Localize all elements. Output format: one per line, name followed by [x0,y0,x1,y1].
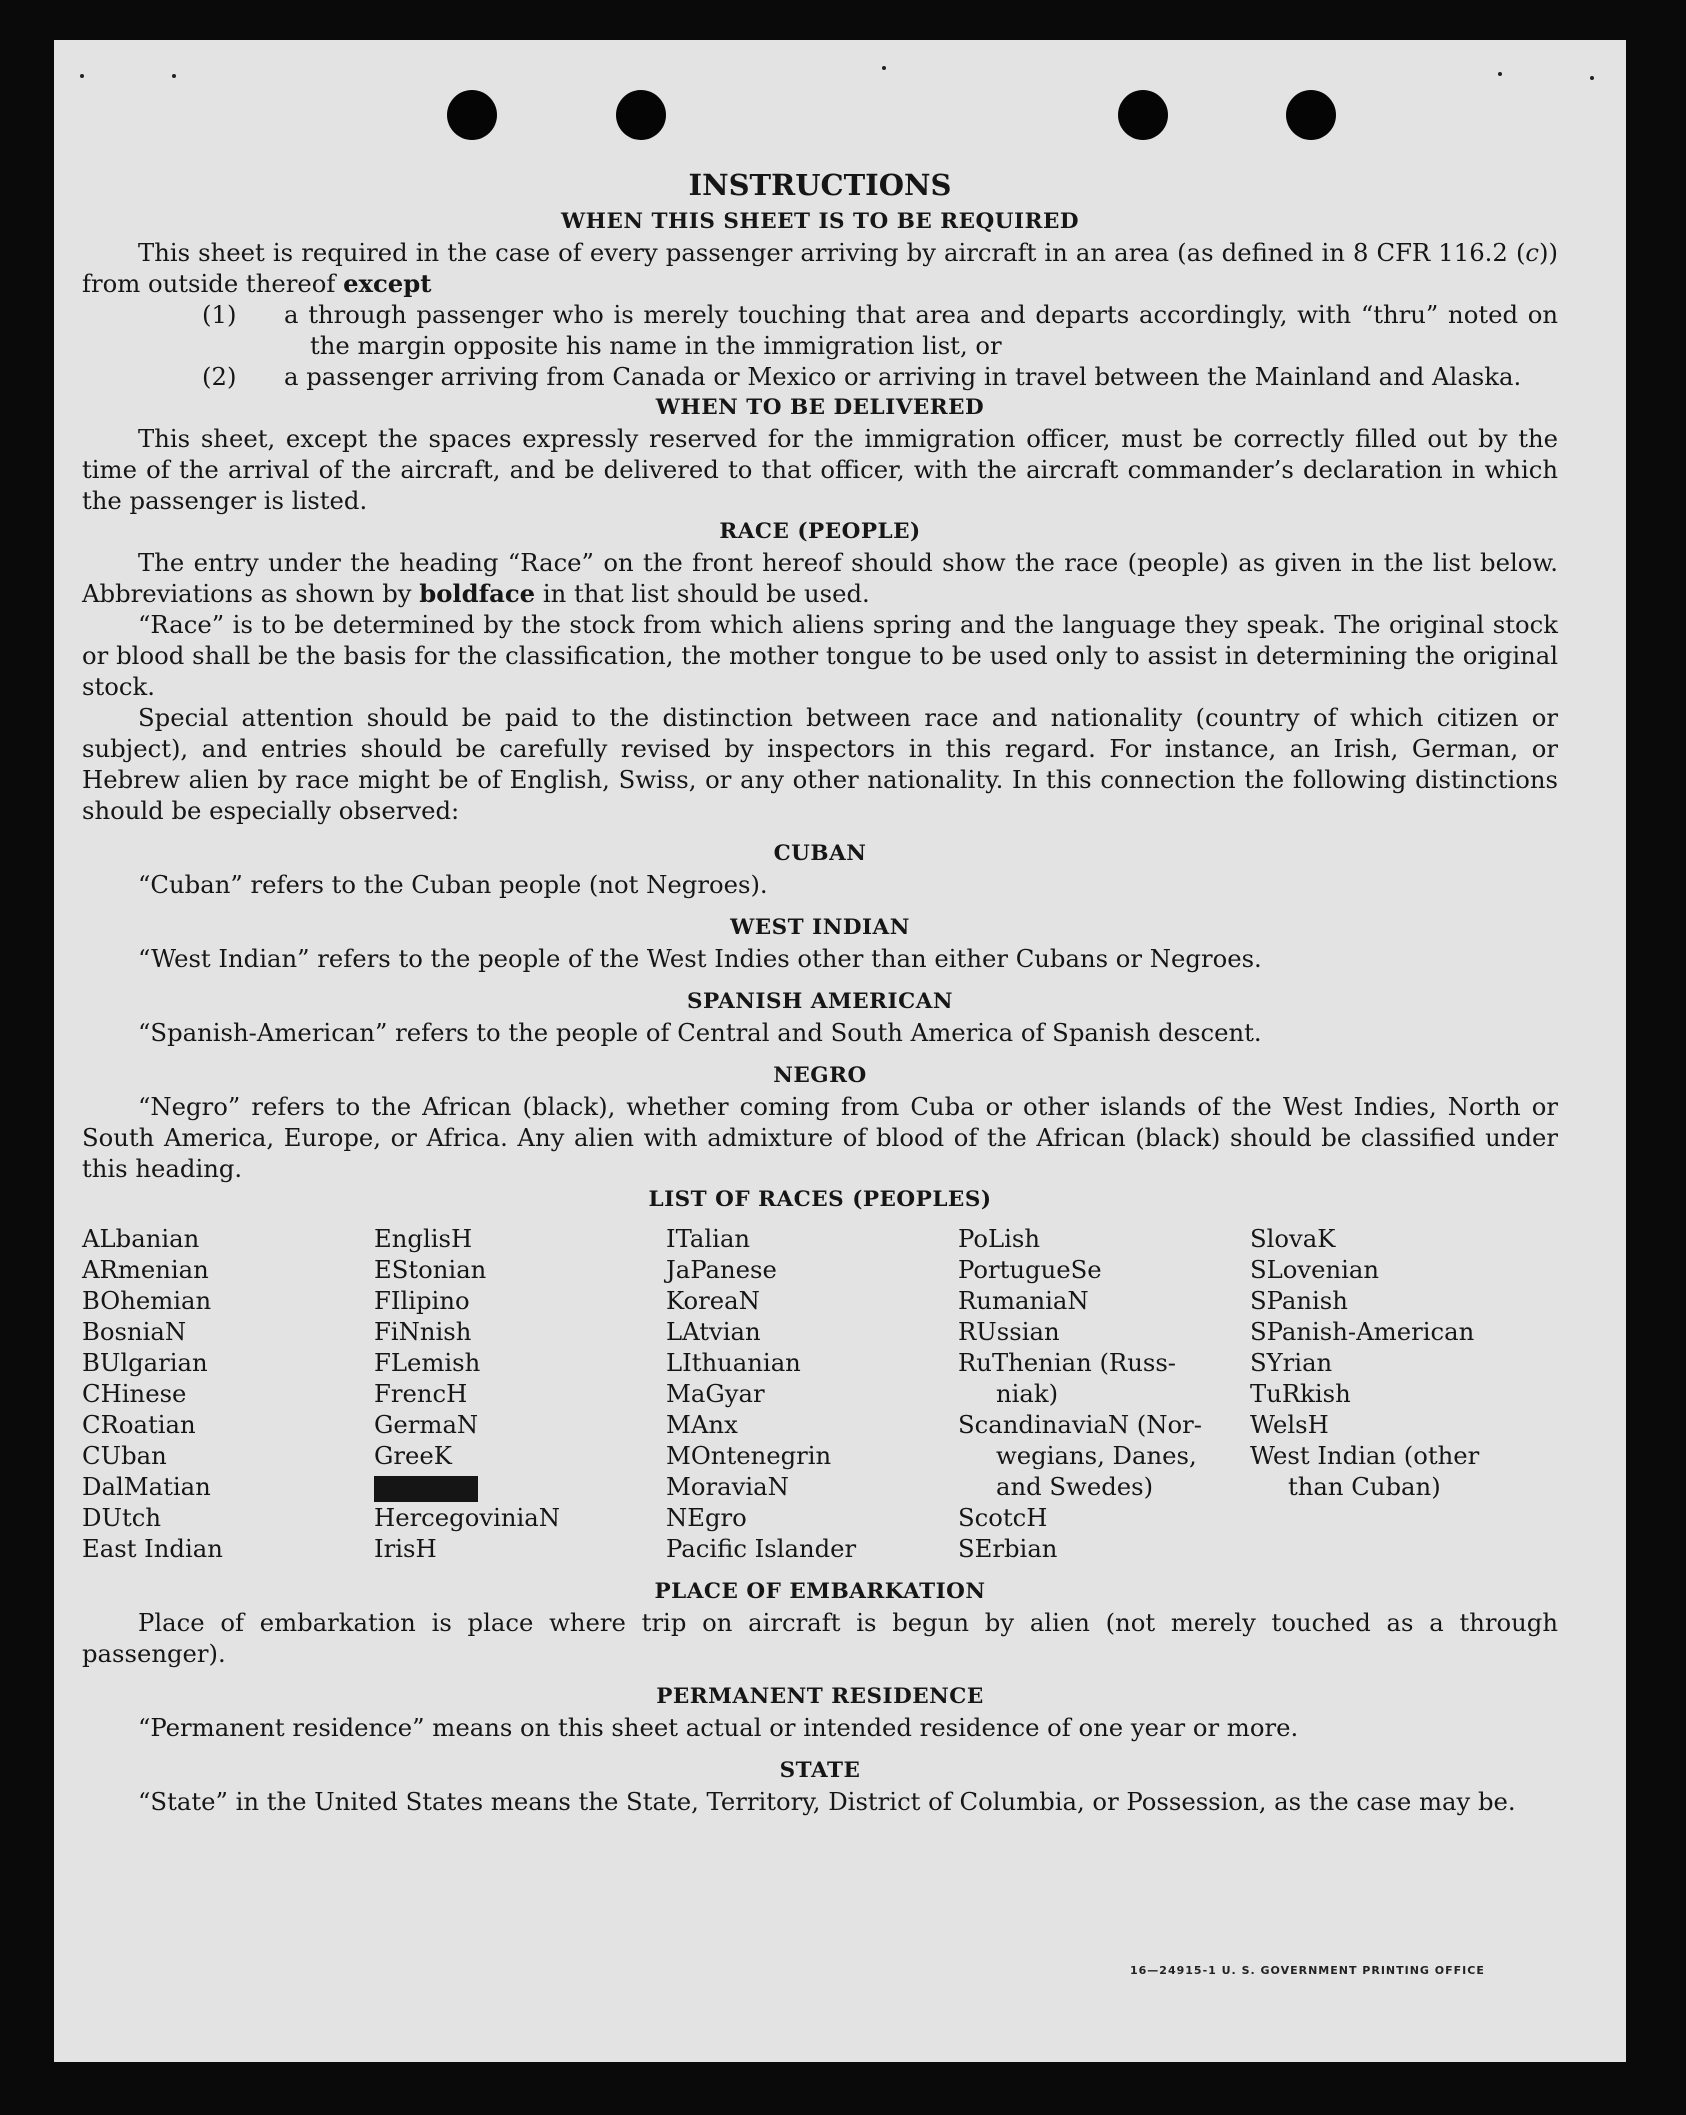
punch-hole [1286,90,1336,140]
exception-item [82,299,1558,361]
speck [80,74,84,78]
race-entry: ALbanian [82,1224,200,1253]
race-entry: SYrian [1250,1348,1333,1377]
section-heading-spanish-american: SPANISH AMERICAN [686,989,954,1014]
race-entry: ScotcH [958,1503,1048,1532]
exception-item [82,361,1558,392]
race-entry: FIlipino [374,1286,470,1315]
cuban-text: “Cuban” refers to the Cuban people (not Negroes). [138,870,768,899]
race-paragraph [82,547,1558,609]
race-entry: LIthuanian [666,1348,801,1377]
race-entry: RUssian [958,1317,1060,1346]
section-heading-state: STATE [779,1758,861,1783]
race-boldface: boldface [419,579,536,608]
punch-hole [1118,90,1168,140]
section-heading-cuban: CUBAN [773,841,867,866]
race-entry: MoraviaN [666,1472,789,1501]
section-heading-negro: NEGRO [773,1063,867,1088]
redaction-mark [374,1476,478,1502]
race-entry: DUtch [82,1503,161,1532]
race-entry: SLovenian [1250,1255,1380,1284]
race-text: in that list should be used. [535,579,870,608]
spanish-american-text: “Spanish-American” refers to the people of Central and South America of Spanish descent. [138,1018,1262,1047]
race-entry: JaPanese [666,1255,777,1284]
race-entry: and Swedes) [996,1472,1154,1501]
race-entry: TuRkish [1250,1379,1351,1408]
section-heading-races-list: LIST OF RACES (PEOPLES) [648,1187,992,1212]
race-entry: HercegoviniaN [374,1503,561,1532]
speck [882,66,886,70]
race-entry: LAtvian [666,1317,761,1346]
instructions-content [82,166,1558,1817]
race-entry: NEgro [666,1503,747,1532]
section-heading-when-delivered: WHEN TO BE DELIVERED [655,395,985,420]
intro-text: This sheet is required in the case of every passenger arriving by aircraft in an area (as defined in 8 CFR 116.2 ( [138,238,1526,267]
negro-text: “Negro” refers to the African (black), whether coming from Cuba or other islands of the West Indies, North or South America, Europe, or Africa. Any alien with admixture of blood of the African (black) should be classified under this heading. [82,1092,1558,1183]
page-title: INSTRUCTIONS [688,168,952,202]
race-entry: West Indian (other [1250,1441,1480,1470]
item-number: (2) [202,362,237,391]
race-entry: FLemish [374,1348,481,1377]
punch-hole [616,90,666,140]
race-entry: WelsH [1250,1410,1329,1439]
speck [172,74,176,78]
race-entry: SErbian [958,1534,1058,1563]
race-entry: RuThenian (Russ- [958,1348,1177,1377]
race-entry: SPanish [1250,1286,1348,1315]
race-entry: FiNnish [374,1317,472,1346]
race-entry: MOntenegrin [666,1441,832,1470]
speck [1498,72,1502,76]
race-paragraph: Special attention should be paid to the distinction between race and nationality (country of which citizen or subject), and entries should be carefully revised by inspectors in this regard. For instance, an Irish, German, or Hebrew alien by race might be of English, Swiss, or any other nationality. In this connection the following distinctions should be especially observed: [82,703,1558,825]
race-entry: wegians, Danes, [996,1441,1197,1470]
section-heading-residence: PERMANENT RESIDENCE [656,1684,984,1709]
race-text: The entry under the heading “Race” on the front hereof should show the race (people) as given in the list below. Abbreviations as shown by [82,548,1558,608]
race-entry: Pacific Islander [666,1534,857,1563]
race-entry: than Cuban) [1288,1472,1441,1501]
race-entry: GermaN [374,1410,479,1439]
race-entry: CUban [82,1441,167,1470]
race-entry: ITalian [666,1224,751,1253]
races-list [82,1223,1558,1564]
race-entry: BosniaN [82,1317,187,1346]
item-number: (1) [202,300,237,329]
intro-italic: c [1525,238,1540,267]
race-entry: RumaniaN [958,1286,1089,1315]
race-entry: BUlgarian [82,1348,208,1377]
item-text: a through passenger who is merely touching that area and departs accordingly, with “thru” noted on the margin opposite his name in the immigration list, or [284,300,1558,360]
race-entry: MAnx [666,1410,738,1439]
punch-hole [447,90,497,140]
races-column [666,1223,958,1564]
printing-office-footer: 16—24915-1 U. S. GOVERNMENT PRINTING OFFICE [1130,1964,1485,1977]
race-entry [374,1471,666,1502]
section-heading-embarkation: PLACE OF EMBARKATION [654,1579,986,1604]
west-indian-text: “West Indian” refers to the people of the West Indies other than either Cubans or Negroes. [138,944,1262,973]
races-column [1250,1223,1542,1564]
race-entry: GreeK [374,1441,452,1470]
races-column [82,1223,374,1564]
race-entry: EStonian [374,1255,487,1284]
race-entry: FrencH [374,1379,468,1408]
races-column [374,1223,666,1564]
race-entry: SlovaK [1250,1224,1336,1253]
speck [1590,76,1594,80]
section-heading-west-indian: WEST INDIAN [730,915,910,940]
document-sheet [54,40,1626,2062]
item-text: a passenger arriving from Canada or Mexico or arriving in travel between the Mainland and Alaska. [284,362,1522,391]
race-paragraph: “Race” is to be determined by the stock from which aliens spring and the language they speak. The original stock or blood shall be the basis for the classification, the mother tongue to be used only to assist in determining the original stock. [82,610,1558,701]
intro-text: )) from outside thereof [82,238,1558,298]
race-entry: EnglisH [374,1224,473,1253]
residence-text: “Permanent residence” means on this sheet actual or intended residence of one year or more. [138,1713,1299,1742]
race-entry: ARmenian [82,1255,209,1284]
race-entry: CRoatian [82,1410,196,1439]
race-entry: DalMatian [82,1472,211,1501]
section-heading-race: RACE (PEOPLE) [719,519,921,544]
race-entry: PoLish [958,1224,1041,1253]
race-entry: PortugueSe [958,1255,1102,1284]
when-required-intro [82,237,1558,299]
race-entry: BOhemian [82,1286,212,1315]
race-entry: niak) [996,1379,1059,1408]
race-entry: KoreaN [666,1286,760,1315]
race-entry: East Indian [82,1534,223,1563]
race-entry: SPanish-American [1250,1317,1475,1346]
when-delivered-text: This sheet, except the spaces expressly reserved for the immigration officer, must be correctly filled out by the time of the arrival of the aircraft, and be delivered to that officer, with the aircraft commander’s declaration in which the passenger is listed. [82,424,1558,515]
state-text: “State” in the United States means the State, Territory, District of Columbia, or Possession, as the case may be. [138,1787,1516,1816]
intro-except: except [343,269,432,298]
embarkation-text: Place of embarkation is place where trip on aircraft is begun by alien (not merely touched as a through passenger). [82,1608,1558,1668]
races-column [958,1223,1250,1564]
race-entry: CHinese [82,1379,187,1408]
race-entry: MaGyar [666,1379,765,1408]
section-heading-when-required: WHEN THIS SHEET IS TO BE REQUIRED [561,209,1079,234]
race-entry: ScandinaviaN (Nor- [958,1410,1203,1439]
race-entry: IrisH [374,1534,437,1563]
